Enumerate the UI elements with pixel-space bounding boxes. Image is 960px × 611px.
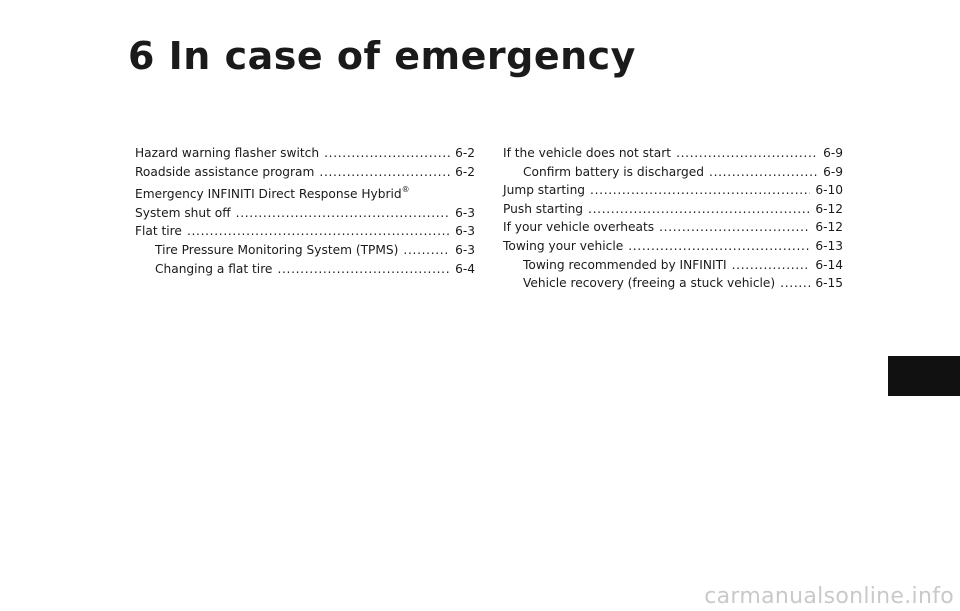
toc-entry-label-text: Emergency INFINITI Direct Response Hybrid	[135, 187, 402, 202]
toc-entry-page: 6-12	[815, 201, 843, 216]
toc-left-column	[135, 144, 475, 278]
toc-subentry[interactable]	[503, 163, 843, 182]
toc-subentry[interactable]	[135, 241, 475, 260]
toc-leader-dots	[187, 222, 450, 241]
toc-entry-label: Tire Pressure Monitoring System (TPMS)	[155, 242, 399, 257]
toc-leader-dots	[319, 163, 450, 182]
toc-entry-page: 6-2	[455, 164, 475, 179]
toc-entry[interactable]	[135, 181, 475, 204]
toc-entry[interactable]	[503, 200, 843, 219]
toc-entry-page: 6-12	[815, 220, 843, 235]
toc-entry[interactable]	[503, 237, 843, 256]
toc-leader-dots	[659, 218, 810, 237]
toc-entry[interactable]	[135, 204, 475, 223]
registered-mark: ®	[401, 185, 410, 195]
toc-leader-dots	[588, 200, 810, 219]
toc-leader-dots	[676, 144, 818, 163]
toc-entry-page: 6-3	[455, 242, 475, 257]
toc-entry-label: Flat tire	[135, 224, 182, 239]
toc-entry-label: Jump starting	[503, 183, 586, 198]
toc-entry-page: 6-3	[455, 224, 475, 239]
toc-entry-page: 6-10	[815, 183, 843, 198]
toc-entry-label: Changing a flat tire	[155, 261, 273, 276]
toc-entry-label: Towing your vehicle	[503, 238, 624, 253]
toc-entry[interactable]	[503, 144, 843, 163]
toc-entry-label: Roadside assistance program	[135, 164, 315, 179]
toc-entry[interactable]	[503, 181, 843, 200]
toc-entry-label: If the vehicle does not start	[503, 146, 672, 160]
toc-entry-label: Hazard warning flasher switch	[135, 146, 320, 160]
toc-entry-page: 6-15	[815, 276, 843, 291]
toc-entry-page: 6-14	[815, 257, 843, 272]
toc-leader-dots	[732, 256, 811, 275]
toc-entry[interactable]	[135, 222, 475, 241]
toc-entry-label: If your vehicle overheats	[503, 220, 655, 235]
toc-leader-dots	[324, 144, 450, 163]
toc-entry-label: Push starting	[503, 201, 584, 216]
toc-subentry[interactable]	[135, 260, 475, 279]
toc-subentry[interactable]	[503, 274, 843, 293]
toc-leader-dots	[403, 241, 450, 260]
toc-entry-label: System shut off	[135, 205, 231, 220]
toc-entry-page: 6-2	[455, 146, 475, 160]
toc-entry-label: Towing recommended by INFINITI	[523, 257, 727, 272]
toc-leader-dots	[236, 204, 450, 223]
chapter-tab-marker	[888, 356, 960, 396]
toc-entry-label: Vehicle recovery (freeing a stuck vehicle)	[523, 276, 776, 291]
toc-entry[interactable]	[503, 218, 843, 237]
toc-entry-label	[135, 181, 410, 204]
toc-leader-dots	[780, 274, 810, 293]
toc-entry[interactable]	[135, 163, 475, 182]
toc-entry-page: 6-4	[455, 261, 475, 276]
toc-leader-dots	[590, 181, 810, 200]
toc-entry-label: Confirm battery is discharged	[523, 164, 705, 179]
toc-subentry[interactable]	[503, 256, 843, 275]
toc-entry[interactable]	[135, 144, 475, 163]
watermark: carmanualsonline.info	[704, 584, 954, 609]
toc-right-column	[503, 144, 843, 293]
toc-leader-dots	[709, 163, 818, 182]
toc-entry-page: 6-13	[815, 238, 843, 253]
toc-leader-dots	[277, 260, 450, 279]
toc-entry-page: 6-9	[823, 146, 843, 160]
toc-leader-dots	[628, 237, 810, 256]
chapter-title: 6 In case of emergency	[128, 34, 636, 78]
toc-entry-page: 6-3	[455, 205, 475, 220]
toc-entry-page: 6-9	[823, 164, 843, 179]
